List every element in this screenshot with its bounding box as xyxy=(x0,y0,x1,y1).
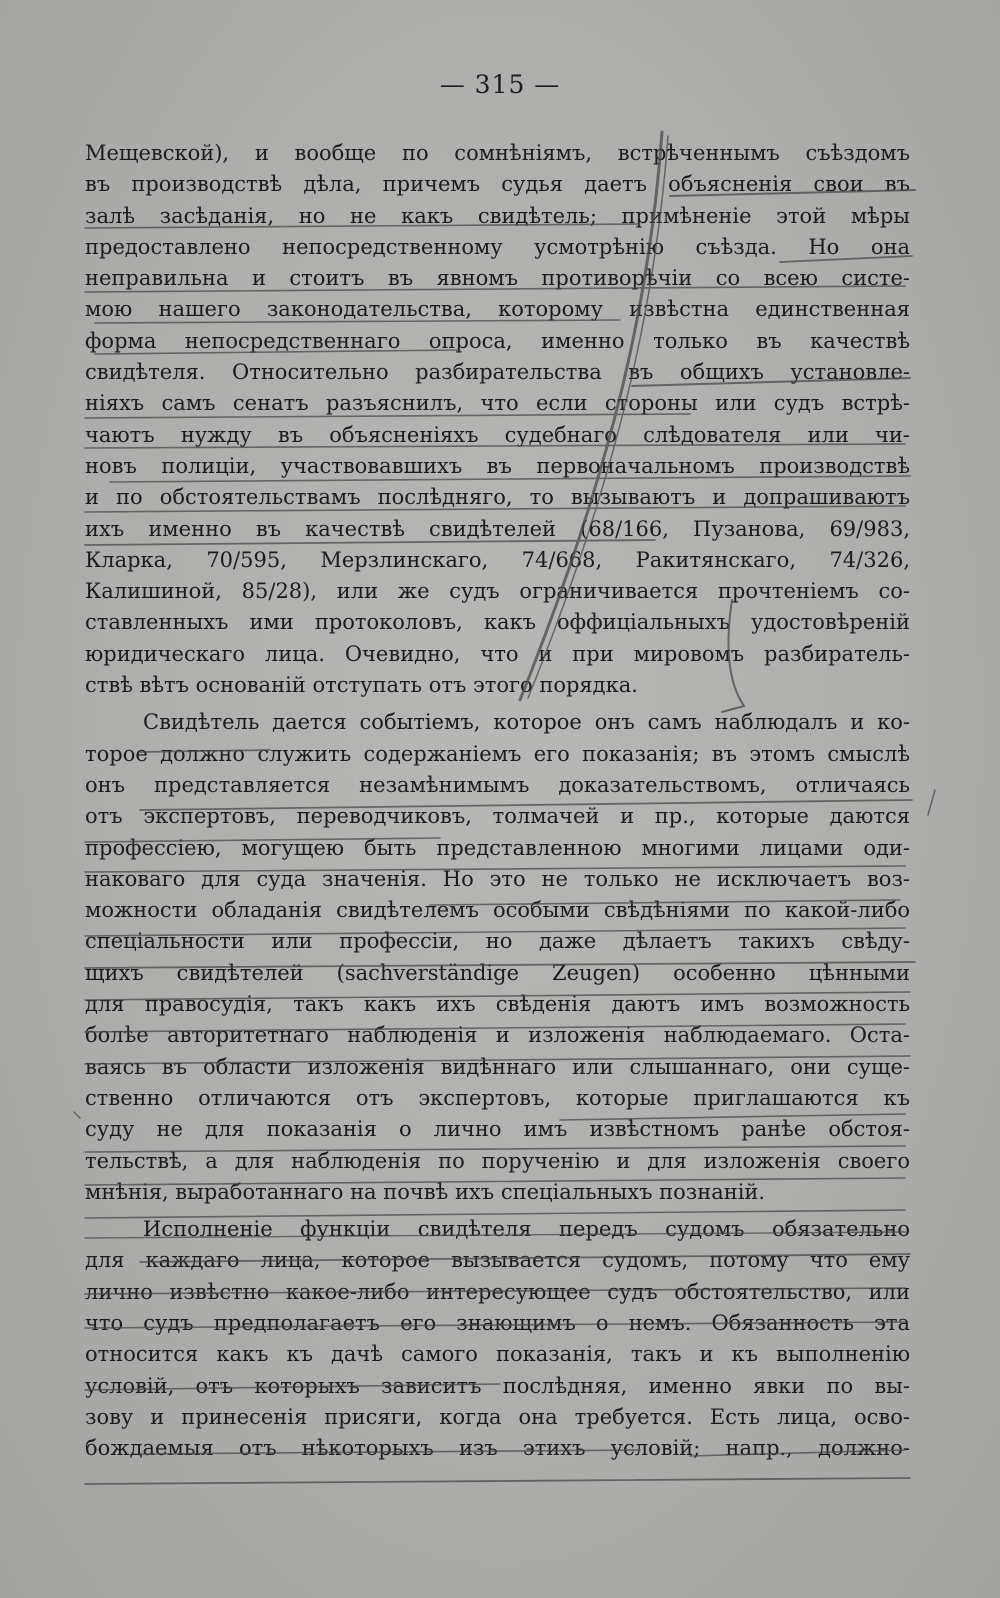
text-line: отъ экспертовъ, переводчиковъ, толмачей и пр., которые даются xyxy=(85,804,910,829)
text-line: новъ полиціи, участвовавшихъ въ первоначальномъ производствѣ xyxy=(85,453,910,478)
text-line: Калишиной, 85/28), или же судъ ограничивается прочтеніемъ со- xyxy=(85,579,910,604)
text-line: ствѣ вѣтъ основаній отступать отъ этого порядка. xyxy=(85,673,638,698)
text-line: лично извѣстно какое-либо интересующее судъ обстоятельство, или xyxy=(85,1279,910,1304)
paragraph-1 xyxy=(85,138,910,701)
text-line: мнѣнія, выработаннаго на почвѣ ихъ спеціальныхъ познаній. xyxy=(85,1179,766,1204)
text-line: наковаго для суда значенія. Но это не только не исключаетъ воз- xyxy=(85,866,910,891)
text-line: что судъ предполагаетъ его знающимъ о немъ. Обязанность эта xyxy=(85,1310,910,1335)
text-line: предоставлено непосредственному усмотрѣнію съѣзда. Но она xyxy=(85,234,910,259)
text-line: форма непосредственнаго опроса, именно только въ качествѣ xyxy=(85,328,910,353)
text-line: неправильна и стоитъ въ явномъ противорѣчіи со всею систе- xyxy=(85,266,910,291)
text-line: Кларка, 70/595, Мерзлинскаго, 74/668, Ракитянскаго, 74/326, xyxy=(85,547,910,572)
text-line: свидѣтеля. Относительно разбирательства въ общихъ установле- xyxy=(85,360,910,385)
body-text xyxy=(85,138,910,1464)
text-line: ихъ именно въ качествѣ свидѣтелей (68/166, Пузанова, 69/983, xyxy=(85,516,910,541)
text-line: щихъ свидѣтелей (sachverständige Zeugen) особенно цѣнными xyxy=(85,960,910,985)
text-line: и по обстоятельствамъ послѣдняго, то вызываютъ и допрашиваютъ xyxy=(85,485,910,510)
text-line: чаютъ нужду въ объясненіяхъ судебнаго слѣдователя или чи- xyxy=(85,422,910,447)
text-line: торое должно служить содержаніемъ его показанія; въ этомъ смыслѣ xyxy=(85,741,910,766)
text-line: ственно отличаются отъ экспертовъ, которые приглашаются къ xyxy=(85,1085,910,1110)
text-line: мою нашего законодательства, которому извѣстна единственная xyxy=(85,297,910,322)
text-line: Исполненіе функціи свидѣтеля передъ судомъ обязательно xyxy=(143,1217,910,1242)
text-line: ніяхъ самъ сенатъ разъяснилъ, что если стороны или судъ встрѣ- xyxy=(85,391,910,416)
text-line: можности обладанія свидѣтелемъ особыми свѣдѣніями по какой-либо xyxy=(85,898,910,923)
text-line: ставленныхъ ими протоколовъ, какъ оффиціальныхъ удостовѣреній xyxy=(85,610,910,635)
text-line: бождаемыя отъ нѣкоторыхъ изъ этихъ условій; напр., должно- xyxy=(85,1436,910,1461)
text-line: болѣе авторитетнаго наблюденія и изложенія наблюдаемаго. Оста- xyxy=(85,1023,910,1048)
text-line: ваясь въ области изложенія видѣннаго или слышаннаго, они суще- xyxy=(85,1054,910,1079)
text-line: Мещевской), и вообще по сомнѣніямъ, встрѣченнымъ съѣздомъ xyxy=(85,141,910,165)
page-number: — 315 — xyxy=(439,70,561,99)
paragraph-3 xyxy=(85,1214,910,1464)
text-line: онъ представляется незамѣнимымъ доказательствомъ, отличаясь xyxy=(85,772,910,797)
text-line: условій, отъ которыхъ зависитъ послѣдняя, именно явки по вы- xyxy=(85,1373,910,1398)
text-line: суду не для показанія о лично имъ извѣстномъ ранѣе обстоя- xyxy=(85,1117,910,1142)
text-line: Свидѣтель дается событіемъ, которое онъ самъ наблюдалъ и ко- xyxy=(143,710,910,735)
text-line: юридическаго лица. Очевидно, что и при мировомъ разбиратель- xyxy=(85,641,910,666)
text-line: профессіею, могущею быть представленною многими лицами оди- xyxy=(85,835,910,860)
text-line: зову и принесенія присяги, когда она требуется. Есть лица, осво- xyxy=(85,1404,910,1429)
text-line: залѣ засѣданія, но не какъ свидѣтель; примѣненіе этой мѣры xyxy=(85,203,910,228)
text-line: тельствѣ, а для наблюденія по порученію и для изложенія своего xyxy=(85,1148,910,1173)
text-line: спеціальности или профессіи, но даже дѣлаетъ такихъ свѣду- xyxy=(85,929,910,954)
text-line: относится какъ къ дачѣ самого показанія, такъ и къ выполненію xyxy=(85,1342,910,1367)
text-line: въ производствѣ дѣла, причемъ судья даетъ объясненія свои въ xyxy=(85,172,910,197)
paragraph-2 xyxy=(85,707,910,1208)
text-line: для правосудія, такъ какъ ихъ свѣденія даютъ имъ возможность xyxy=(85,992,910,1017)
text-line: для каждаго лица, которое вызывается судомъ, потому что ему xyxy=(85,1248,910,1273)
